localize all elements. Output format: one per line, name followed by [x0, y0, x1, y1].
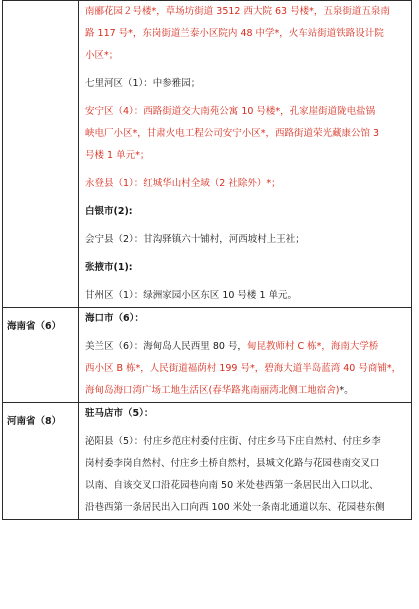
table-row: [3, 1, 412, 308]
area-text: *。: [339, 385, 354, 396]
area-text: 美兰区（6）：海甸岛人民西里 80 号，: [85, 341, 247, 352]
area-text: 路 117 号*，东岗街道兰泰小区院内 48 中学*，火车站街道铁路设计院: [85, 28, 384, 39]
text-line: [85, 1, 405, 23]
area-text: 岗村委李岗自然村、付庄乡土桥自然村，县城文化路与花园巷南交叉口: [85, 458, 380, 469]
province-cell: [3, 1, 79, 308]
area-text: 会宁县（2）：甘沟驿镇六十铺村，河西坡村上王社；: [85, 234, 305, 245]
text-line: [85, 101, 405, 123]
area-list-cell: [79, 1, 412, 308]
area-text: 南郦花园２号楼*，草场坊街道 3512 西大院 63 号楼*，五泉街道五泉南: [85, 6, 390, 17]
table-row: [3, 403, 412, 520]
text-line: [85, 145, 405, 167]
text-line: [85, 380, 405, 402]
text-line: [85, 453, 405, 475]
province-label: 河南省（8）: [7, 416, 62, 427]
text-line: [85, 201, 405, 223]
text-line: [85, 123, 405, 145]
text-line: [85, 285, 405, 307]
text-line: [85, 73, 405, 95]
province-cell: [3, 403, 79, 520]
area-table: [2, 0, 412, 520]
text-line: [85, 23, 405, 45]
area-text: 号楼 1 单元*；: [85, 150, 150, 161]
text-line: [85, 229, 405, 251]
area-text: 安宁区（4）：西路街道交大南苑公寓 10 号楼*，孔家崖街道陇电盐锅: [85, 106, 376, 117]
area-text: 小区*；: [85, 50, 119, 61]
area-text: 泌阳县（5）：付庄乡范庄村委付庄街、付庄乡马下庄自然村、付庄乡李: [85, 436, 381, 447]
area-text: 甸昆教师村 C 栋*，海南大学桥: [246, 341, 379, 352]
area-text: 永登县（1）：红城华山村全域（2 社除外）*；: [85, 178, 281, 189]
city-heading: 白银市(2):: [85, 206, 133, 217]
text-line: [85, 257, 405, 279]
city-heading: 张掖市(1):: [85, 262, 133, 273]
text-line: [85, 358, 405, 380]
city-heading: 海口市（6）：: [85, 313, 144, 324]
text-line: [85, 403, 405, 425]
area-text: 甘州区（1）：绿洲家园小区东区 10 号楼 1 单元。: [85, 290, 298, 301]
area-text: 沿巷西第一条居民出入口向西 100 米处一条南北通道以东、花园巷东侧: [85, 502, 385, 513]
area-text: 海甸岛海口湾广场工地生活区(春华路兆南丽湾北侧工地宿舍): [85, 385, 340, 396]
text-line: [85, 173, 405, 195]
text-line: [85, 431, 405, 453]
area-text: 以南、自该交叉口沿花园巷向南 50 米处巷西第一条居民出入口以北、: [85, 480, 379, 491]
city-heading: 驻马店市（5）：: [85, 408, 154, 419]
table-row: [3, 308, 412, 403]
text-line: [85, 497, 405, 519]
area-text: 七里河区（1）：中参雅园；: [85, 78, 201, 89]
text-line: [85, 336, 405, 358]
area-list-cell: [79, 308, 412, 403]
province-label: 海南省（6）: [7, 321, 62, 332]
text-line: [85, 308, 405, 330]
area-list-cell: [79, 403, 412, 520]
province-cell: [3, 308, 79, 403]
text-line: [85, 45, 405, 67]
area-text: 峡电厂小区*，甘肃火电工程公司安宁小区*，西路街道荣光藏康公馆 3: [85, 128, 380, 139]
area-text: 西小区 B 栋*，人民街道福荫村 199 号*，碧海大道半岛蓝湾 40 号商铺*，: [85, 363, 402, 374]
text-line: [85, 475, 405, 497]
